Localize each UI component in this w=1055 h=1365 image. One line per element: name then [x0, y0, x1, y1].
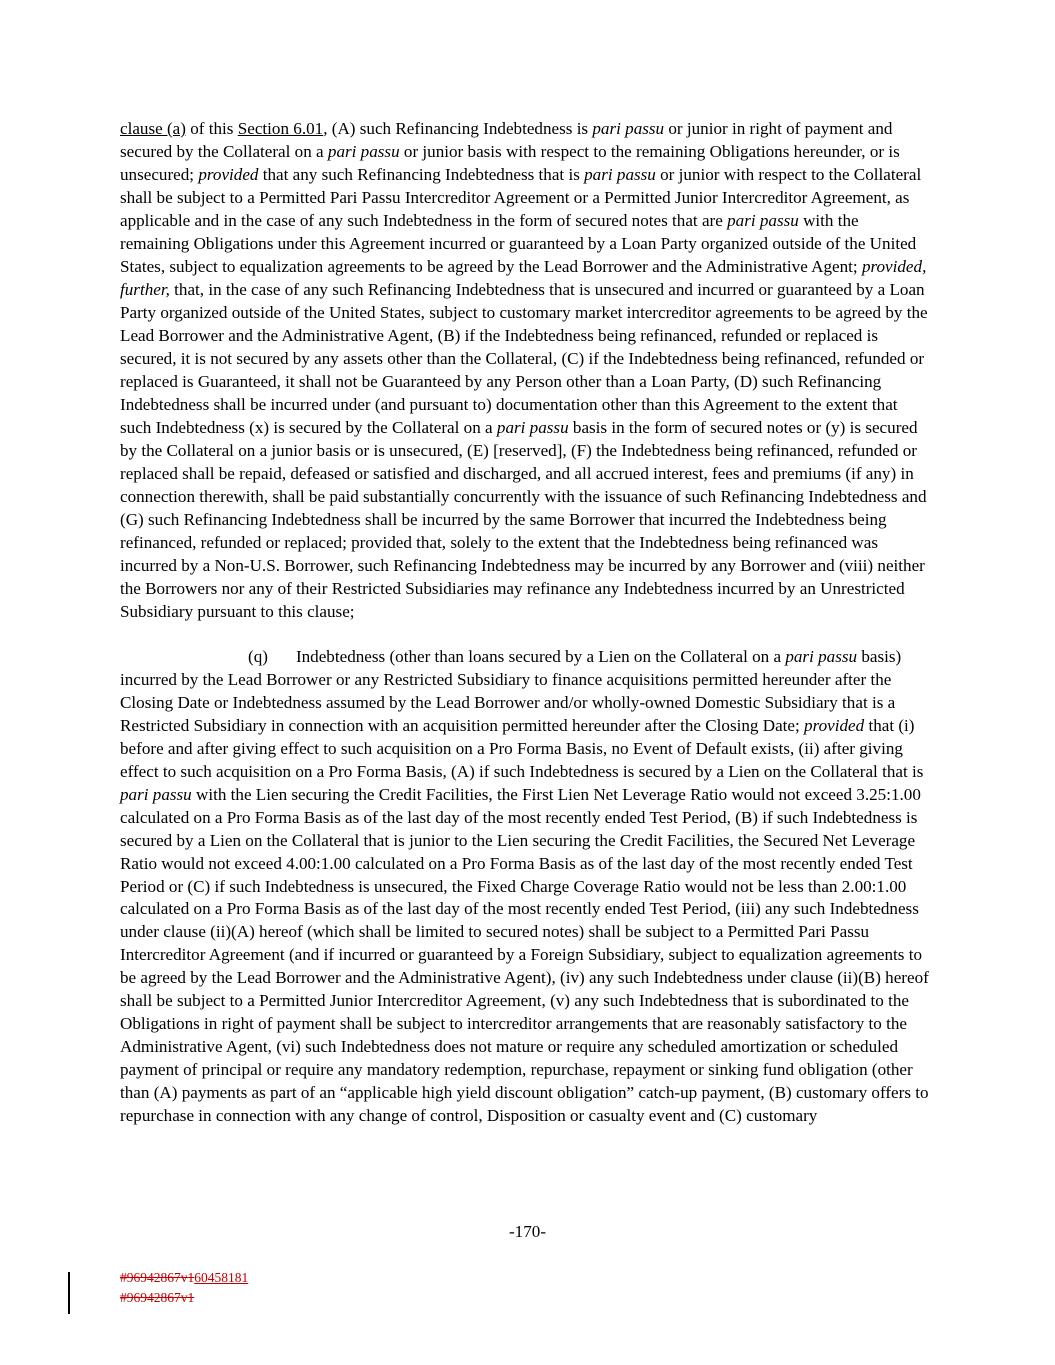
- footer-line-2: [120, 1288, 248, 1308]
- proviso-term: provided: [804, 715, 865, 735]
- document-footer: [120, 1268, 248, 1307]
- latin-term: pari passu: [785, 646, 858, 666]
- latin-term: pari passu: [120, 784, 192, 804]
- paragraph-clause-q: [120, 646, 932, 1129]
- footer-inserted-docid: 60458181: [194, 1270, 249, 1285]
- paragraph-clause-a-continuation: [120, 118, 932, 624]
- footer-line-1: [120, 1268, 248, 1288]
- text-run: that, in the case of any such Refinancing Indebtedness that is unsecured and incurred or guaranteed by a Loan Party organized outside of the United States, subject to customary market intercreditor agreements to be agreed by the Lead Borrower and the Administrative Agent, (B) if the Indebtedness being refinanced, refunded or replaced is secured, it is not secured by any assets other than the Collateral, (C) if the Indebtedness being refinanced, refunded or replaced is Guaranteed, it shall not be Guaranteed by any Person other than a Loan Party, (D) such Refinancing Indebtedness shall be incurred under (and pursuant to) documentation other than this Agreement to the extent that such Indebtedness (x) is secured by the Collateral on a: [120, 279, 928, 437]
- page-number: -170-: [508, 1222, 547, 1241]
- text-run: Indebtedness (other than loans secured by a Lien on the Collateral on a: [295, 646, 786, 666]
- text-run: of this: [185, 119, 238, 138]
- cross-reference-clause-a: clause (a): [120, 119, 186, 138]
- proviso-term: provided: [198, 164, 259, 184]
- latin-term: pari passu: [496, 417, 569, 437]
- text-run: with the remaining Obligations under this Agreement incurred or guaranteed by a Loan Party organized outside of the United States, subject to equalization agreements to be agreed by the Lead Borrower and the Administrative Agent;: [120, 210, 917, 276]
- cross-reference-section-601: Section 6.01: [237, 119, 324, 138]
- document-body: [120, 118, 932, 1128]
- text-run: basis in the form of secured notes or (y) is secured by the Collateral on a junior basis or is unsecured, (E) [reserved], (F) the Indebtedness being refinanced, refunded or replaced shall be repaid, defeased or satisfied and discharged, and all accrued interest, fees and premiums (if any) in connection therewith, shall be paid substantially concurrently with the issuance of such Refinancing Indebtedness and (G) such Refinancing Indebtedness shall be incurred by the same Borrower that incurred the Indebtedness being refinanced, refunded or replaced; provided that, solely to the extent that the Indebtedness being refinanced was incurred by a Non-U.S. Borrower, such Refinancing Indebtedness may be incurred by any Borrower and (viii) neither the Borrowers nor any of their Restricted Subsidiaries may refinance any Indebtedness incurred by an Unrestricted Subsidiary pursuant to this clause;: [120, 417, 927, 621]
- latin-term: pari passu: [584, 164, 656, 184]
- text-run: basis) incurred by the Lead Borrower or any Restricted Subsidiary to finance acquisitions permitted hereunder after the Closing Date or Indebtedness assumed by the Lead Borrower and/or wholly-owned Domestic Subsidiary that is a Restricted Subsidiary in connection with an acquisition permitted hereunder after the Closing Date;: [120, 646, 902, 735]
- text-run: or junior with respect to the Collateral shall be subject to a Permitted Pari Passu Intercreditor Agreement or a Permitted Junior Intercreditor Agreement, as applicable and in the case of any such Indebtedness in the form of secured notes that are: [120, 164, 922, 230]
- text-run: with the Lien securing the Credit Facilities, the First Lien Net Leverage Ratio would not exceed 3.25:1.00 calculated on a Pro Forma Basis as of the last day of the most recently ended Test Period, (B) if such Indebtedness is secured by a Lien on the Collateral that is junior to the Lien securing the Credit Facilities, the Secured Net Leverage Ratio would not exceed 4.00:1.00 calculated on a Pro Forma Basis as of the last day of the most recently ended Test Period or (C) if such Indebtedness is unsecured, the Fixed Charge Coverage Ratio would not be less than 2.00:1.00 calculated on a Pro Forma Basis as of the last day of the most recently ended Test Period, (iii) any such Indebtedness under clause (ii)(A) hereof (which shall be limited to secured notes) shall be subject to a Permitted Pari Passu Intercreditor Agreement (and if incurred or guaranteed by a Foreign Subsidiary, subject to equalization agreements to be agreed by the Lead Borrower and the Administrative Agent), (iv) any such Indebtedness under clause (ii)(B) hereof shall be subject to a Permitted Junior Intercreditor Agreement, (v) any such Indebtedness that is subordinated to the Obligations in right of payment shall be subject to intercreditor arrangements that are reasonably satisfactory to the Administrative Agent, (vi) such Indebtedness does not mature or require any scheduled amortization or scheduled payment of principal or require any mandatory redemption, repurchase, repayment or sinking fund obligation (other than (A) payments as part of an “applicable high yield discount obligation” catch-up payment, (B) customary offers to repurchase in connection with any change of control, Disposition or casualty event and (C) customary: [120, 784, 929, 1126]
- footer-deleted-docid: #96942867v1: [120, 1270, 195, 1285]
- text-run: that (i) before and after giving effect to such acquisition on a Pro Forma Basis, no Event of Default exists, (ii) after giving effect to such acquisition on a Pro Forma Basis, (A) if such Indebtedness is secured by a Lien on the Collateral that is: [120, 715, 924, 781]
- latin-term: pari passu: [592, 119, 665, 138]
- revision-change-bar: [68, 1272, 70, 1314]
- text-run: , (A) such Refinancing Indebtedness is: [323, 119, 593, 138]
- footer-deleted-docid-2: #96942867v1: [120, 1289, 195, 1305]
- clause-marker-q: (q): [248, 646, 268, 666]
- text-run: that any such Refinancing Indebtedness that is: [258, 164, 585, 184]
- text-run: or junior basis with respect to the remaining Obligations hereunder, or is unsecured;: [120, 141, 900, 184]
- latin-term: pari passu: [727, 210, 799, 230]
- text-run: or junior in right of payment and secured by the Collateral on a: [120, 119, 893, 161]
- latin-term: pari passu: [327, 141, 400, 161]
- proviso-further-term: provided, further,: [120, 256, 927, 299]
